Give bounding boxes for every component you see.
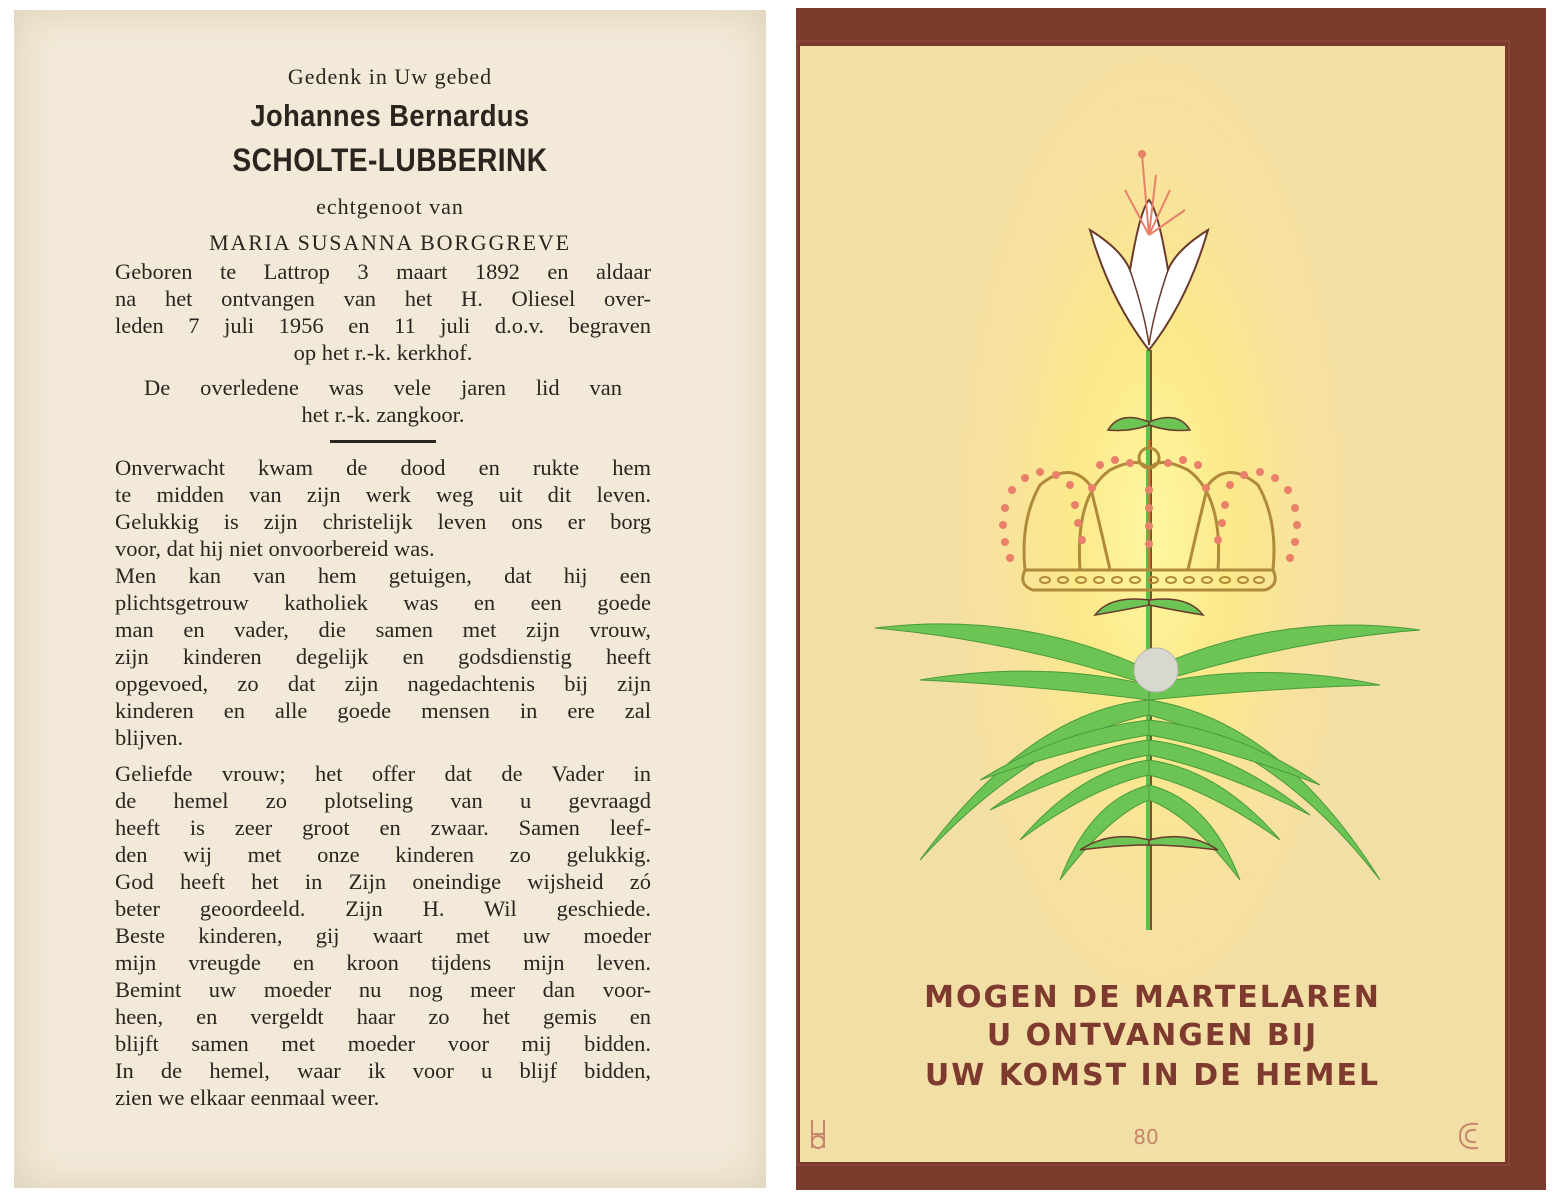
farewell-line: de hemel zo plotseling van u gevraagd xyxy=(115,788,651,813)
tribute-line: zijn kinderen degelijk en godsdienstig heeft xyxy=(115,644,651,669)
farewell-line: heeft is zeer groot en zwaar. Samen leef- xyxy=(115,815,651,840)
farewell-line: Geliefde vrouw; het offer dat de Vader in xyxy=(115,761,651,786)
motto-line: UW KOMST IN DE HEMEL xyxy=(924,1058,1381,1093)
memorial-card-text-side xyxy=(14,10,766,1188)
choir-line: het r.-k. zangkoor. xyxy=(301,402,465,427)
card-number: 80 xyxy=(1133,1125,1159,1149)
tribute-line: blijven. xyxy=(115,725,184,750)
tribute-line: opgevoed, zo dat zijn nagedachtenis bij zijn xyxy=(115,671,651,696)
farewell-paragraph xyxy=(115,760,651,1111)
farewell-line: In de hemel, waar ik voor u blijf bidden, xyxy=(115,1058,651,1083)
deceased-first-names: Johannes Bernardus xyxy=(250,98,530,133)
biography-paragraph xyxy=(115,258,651,366)
farewell-line: God heeft het in Zijn oneindige wijsheid zó xyxy=(115,869,651,894)
tribute-line: Gelukkig is zijn christelijk leven ons er borg xyxy=(115,509,651,534)
biography-line: leden 7 juli 1956 en 11 juli d.o.v. begraven xyxy=(115,313,651,338)
tribute-line: voor, dat hij niet onvoorbereid was. xyxy=(115,536,435,561)
lily-crown-palm-illustration xyxy=(860,140,1440,940)
spouse-label: echtgenoot van xyxy=(316,194,464,219)
tribute-line: te midden van zijn werk weg uit dit leven. xyxy=(115,482,651,507)
choir-line: De overledene was vele jaren lid van xyxy=(144,375,622,400)
tribute-paragraph xyxy=(115,454,651,751)
biography-line: op het r.-k. kerkhof. xyxy=(293,340,473,365)
biography-line: na het ontvangen van het H. Oliesel over- xyxy=(115,286,651,311)
publisher-mark xyxy=(1454,1118,1484,1154)
farewell-line: Beste kinderen, gij waart met uw moeder xyxy=(115,923,651,948)
biography-line: Geboren te Lattrop 3 maart 1892 en aldaar xyxy=(115,259,651,284)
farewell-line: Bemint uw moeder nu nog meer dan voor- xyxy=(115,977,651,1002)
tribute-line: kinderen en alle goede mensen in ere zal xyxy=(115,698,651,723)
tribute-line: Onverwacht kwam de dood en rukte hem xyxy=(115,455,651,480)
motto-line: MOGEN DE MARTELAREN xyxy=(924,980,1381,1015)
remember-heading: Gedenk in Uw gebed xyxy=(287,64,493,89)
choir-paragraph xyxy=(144,374,622,428)
lily-flower xyxy=(1090,150,1208,350)
motto-line: U ONTVANGEN BIJ xyxy=(986,1018,1319,1053)
relic-spot xyxy=(1134,648,1178,692)
tribute-line: Men kan van hem getuigen, dat hij een xyxy=(115,563,651,588)
farewell-line: beter geoordeeld. Zijn H. Wil geschiede. xyxy=(115,896,651,921)
farewell-line: heen, en vergeldt haar zo het gemis en xyxy=(115,1004,651,1029)
artist-monogram xyxy=(806,1118,830,1154)
farewell-line: den wij met onze kinderen zo gelukkig. xyxy=(115,842,651,867)
tribute-line: man en vader, die samen met zijn vrouw, xyxy=(115,617,651,642)
deceased-surname: SCHOLTE-LUBBERINK xyxy=(232,142,548,178)
farewell-line: mijn vreugde en kroon tijdens mijn leven. xyxy=(115,950,651,975)
farewell-line: blijft samen met moeder voor mij bidden. xyxy=(115,1031,651,1056)
divider-rule xyxy=(330,440,436,443)
farewell-line: zien we elkaar eenmaal weer. xyxy=(115,1085,380,1110)
tribute-line: plichtsgetrouw katholiek was en een goede xyxy=(115,590,651,615)
spouse-name: MARIA SUSANNA BORGGREVE xyxy=(209,230,571,255)
